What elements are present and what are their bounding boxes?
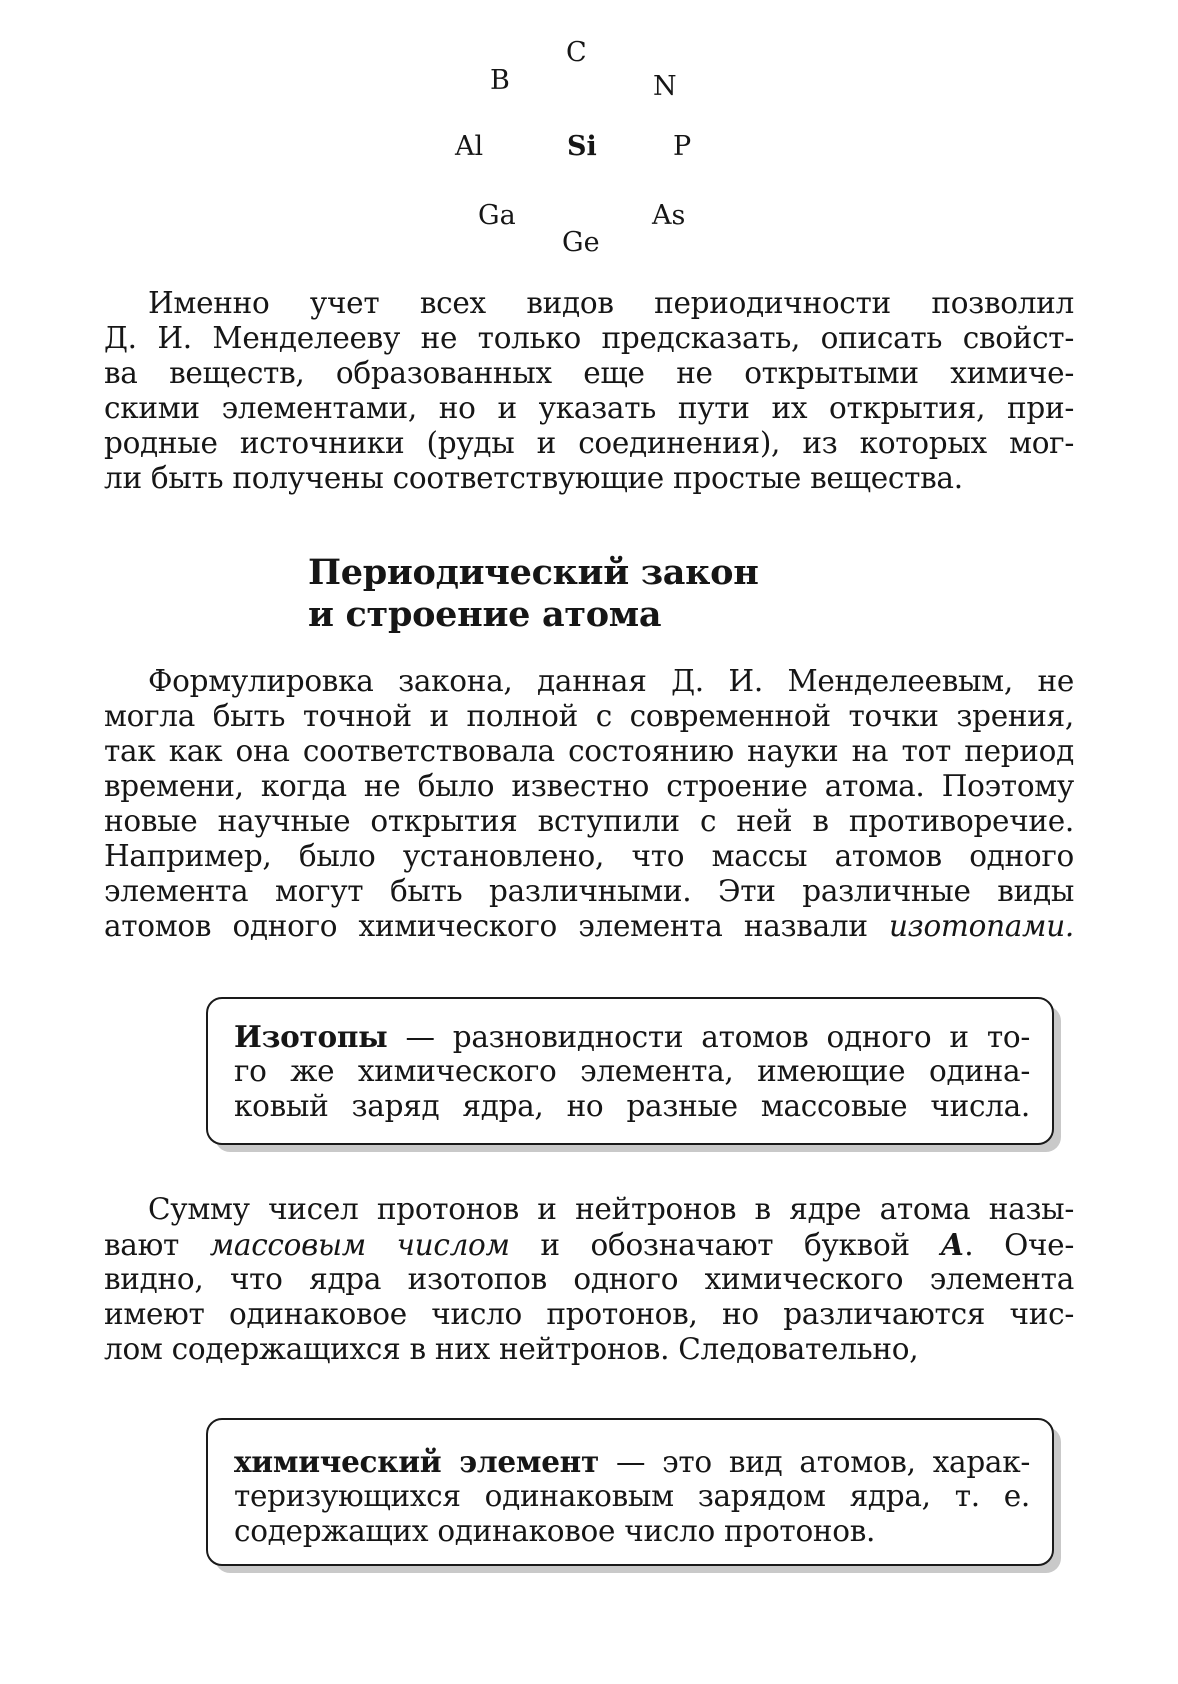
definition-line: го же химического элемента, имеющие одина- bbox=[234, 1054, 1030, 1088]
definition-line: теризующихся одинаковым зарядом ядра, т. е. bbox=[234, 1479, 1030, 1513]
paragraph-line bbox=[104, 909, 1074, 944]
paragraph-line: новые научные открытия вступили с ней в противоречие. bbox=[104, 804, 1074, 838]
element-si: Si bbox=[567, 131, 597, 162]
last-line-text: атомов одного химического элемента назвали bbox=[104, 909, 889, 943]
paragraph-line: так как она соответствовала состоянию науки на тот период bbox=[104, 734, 1074, 768]
definition-line: содержащих одинаковое число протонов. bbox=[234, 1514, 876, 1548]
paragraph-law-formulation bbox=[104, 664, 1074, 944]
paragraph-line: Именно учет всех видов периодичности позволил bbox=[148, 286, 1074, 320]
definition-line bbox=[234, 1444, 1030, 1479]
paragraph-line: могла быть точной и полной с современной точки зрения, bbox=[104, 699, 1074, 733]
paragraph-mass-number bbox=[104, 1192, 1074, 1367]
element-n: N bbox=[653, 71, 677, 102]
paragraph-line: имеют одинаковое число протонов, но различаются чис- bbox=[104, 1297, 1074, 1331]
element-c: C bbox=[566, 37, 587, 68]
definition-line bbox=[234, 1019, 1030, 1054]
paragraph-line: Формулировка закона, данная Д. И. Менделеевым, не bbox=[148, 664, 1074, 698]
element-b: B bbox=[490, 65, 510, 96]
paragraph-line: Например, было установлено, что массы атомов одного bbox=[104, 839, 1074, 873]
definition-term: химический элемент bbox=[234, 1444, 599, 1479]
paragraph-line bbox=[104, 1227, 1074, 1262]
paragraph-line: времени, когда не было известно строение атома. Поэтому bbox=[104, 769, 1074, 803]
definition-text: — разновидности атомов одного и то- bbox=[387, 1020, 1030, 1054]
element-p: P bbox=[673, 131, 692, 162]
element-ga: Ga bbox=[478, 200, 516, 231]
heading-line-2: и строение атома bbox=[308, 594, 662, 635]
definition-box-chemical-element bbox=[206, 1418, 1054, 1566]
paragraph-line: видно, что ядра изотопов одного химического элемента bbox=[104, 1262, 1074, 1296]
heading-line-1: Периодический закон bbox=[308, 552, 759, 593]
definition-text: — это вид атомов, харак- bbox=[598, 1445, 1031, 1479]
paragraph-line: Сумму чисел протонов и нейтронов в ядре атома назы- bbox=[148, 1192, 1074, 1226]
definition-box-isotopes bbox=[206, 997, 1054, 1145]
paragraph-line: элемента могут быть различными. Эти различные виды bbox=[104, 874, 1074, 908]
section-heading bbox=[308, 552, 759, 636]
mass-number-term: массовым числом bbox=[209, 1228, 510, 1262]
paragraph-periodicity bbox=[104, 286, 1074, 496]
paragraph-line: скими элементами, но и указать пути их открытия, при- bbox=[104, 391, 1074, 425]
paragraph-line: родные источники (руды и соединения), из которых мог- bbox=[104, 426, 1074, 460]
definition-term: Изотопы bbox=[234, 1019, 388, 1054]
text-fragment: вают bbox=[104, 1228, 210, 1262]
paragraph-line: ли быть получены соответствующие простые вещества. bbox=[104, 461, 963, 495]
isotopes-term: изотопами. bbox=[888, 909, 1074, 943]
paragraph-line: ва веществ, образованных еще не открытыми химиче- bbox=[104, 356, 1074, 390]
element-as: As bbox=[652, 200, 686, 231]
paragraph-line: лом содержащихся в них нейтронов. Следовательно, bbox=[104, 1332, 919, 1366]
element-ge: Ge bbox=[562, 227, 600, 258]
text-fragment: и обозначают буквой bbox=[509, 1228, 941, 1262]
definition-line: ковый заряд ядра, но разные массовые числа. bbox=[234, 1089, 1030, 1123]
element-al: Al bbox=[455, 131, 484, 162]
text-fragment: . Оче- bbox=[964, 1228, 1075, 1262]
letter-a: А bbox=[940, 1227, 965, 1262]
paragraph-line: Д. И. Менделееву не только предсказать, описать свойст- bbox=[104, 321, 1074, 355]
